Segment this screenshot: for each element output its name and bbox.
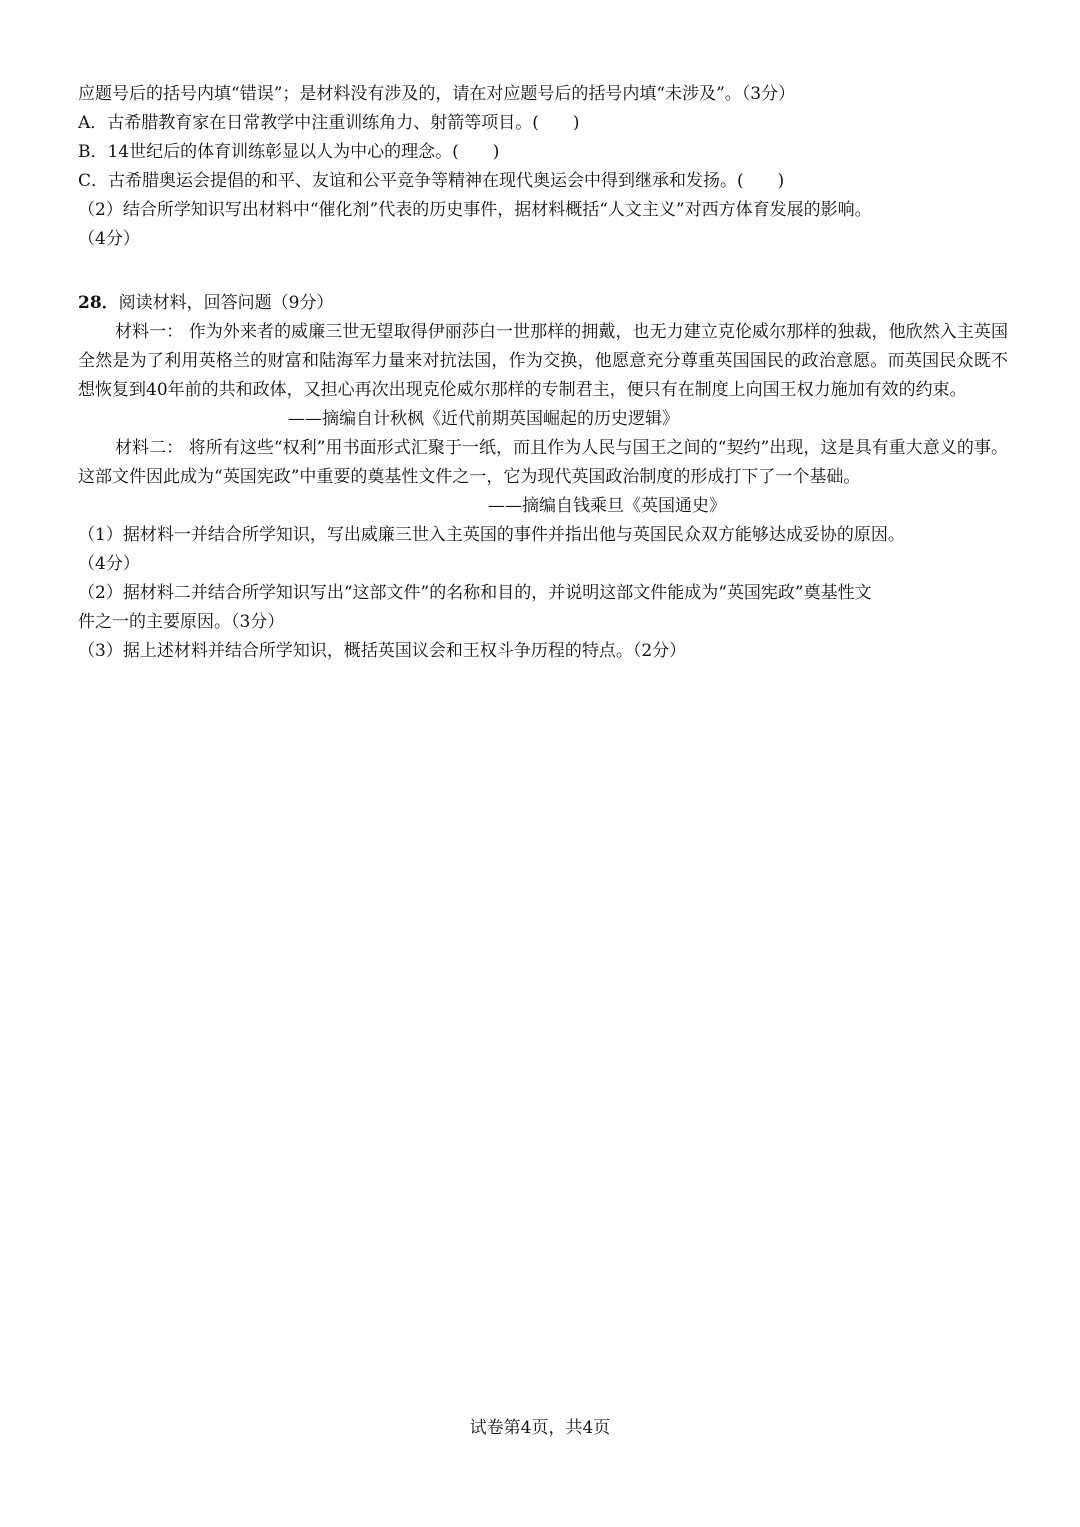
q28-sub2-line2: 件之一的主要原因。（3分） [78, 612, 285, 632]
section-gap [78, 254, 1008, 283]
q28-material2: 材料二： 将所有这些“权利”用书面形式汇聚于一纸，而且作为人民与国王之间的“契约”出现，这是具有重大意义的事。这部文件因此成为“英国宪政”中重要的奠基性文件之一，它为现代英国政治制度的形成打下了一个基础。 [78, 438, 1008, 487]
q28-title [78, 289, 1008, 318]
q27-option-c: C．古希腊奥运会提倡的和平、友谊和公平竞争等精神在现代奥运会中得到继承和发扬。( ) [78, 171, 785, 191]
q27-sub2-line1: （2）结合所学知识写出材料中“催化剂”代表的历史事件，据材料概括“人文主义”对西方体育发展的影响。 [78, 200, 872, 220]
q28-sub2-line1: （2）据材料二并结合所学知识写出“这部文件”的名称和目的，并说明这部文件能成为“英国宪政”奠基性文 [78, 583, 872, 603]
q27-sub2-line2: （4分） [78, 229, 140, 249]
q28-sub1-line1: （1）据材料一并结合所学知识，写出威廉三世入主英国的事件并指出他与英国民众双方能够达成妥协的原因。 [78, 525, 905, 545]
q27-option-b: B．14世纪后的体育训练彰显以人为中心的理念。( ) [78, 142, 500, 162]
q28-sub1-line2: （4分） [78, 554, 140, 574]
q27-instruction-line: 应题号后的括号内填“错误”；是材料没有涉及的，请在对应题号后的括号内填“未涉及”。（3分） [78, 84, 796, 104]
q28-sub3: （3）据上述材料并结合所学知识，概括英国议会和王权斗争历程的特点。（2分） [78, 641, 687, 661]
q28-source1: ——摘编自计秋枫《近代前期英国崛起的历史逻辑》 [288, 409, 679, 429]
q28-number: 28． [78, 293, 119, 313]
q28-title-text: 阅读材料，回答问题（9分） [118, 293, 334, 313]
page-footer: 试卷第4页，共4页 [469, 1418, 611, 1438]
q28-source2: ——摘编自钱乘旦《英国通史》 [488, 496, 726, 516]
q27-option-a: A．古希腊教育家在日常教学中注重训练角力、射箭等项目。( ) [78, 113, 580, 133]
q28-material1: 材料一： 作为外来者的威廉三世无望取得伊丽莎白一世那样的拥戴，也无力建立克伦威尔那样的独裁，他欣然入主英国全然是为了利用英格兰的财富和陆海军力量来对抗法国，作为交换，他愿意充分尊重英国国民的政治意愿。而英国民众既不想恢复到40年前的共和政体，又担心再次出现克伦威尔那样的专制君主，便只有在制度上向国王权力施加有效的约束。 [78, 322, 1008, 400]
page-content [78, 80, 1008, 666]
